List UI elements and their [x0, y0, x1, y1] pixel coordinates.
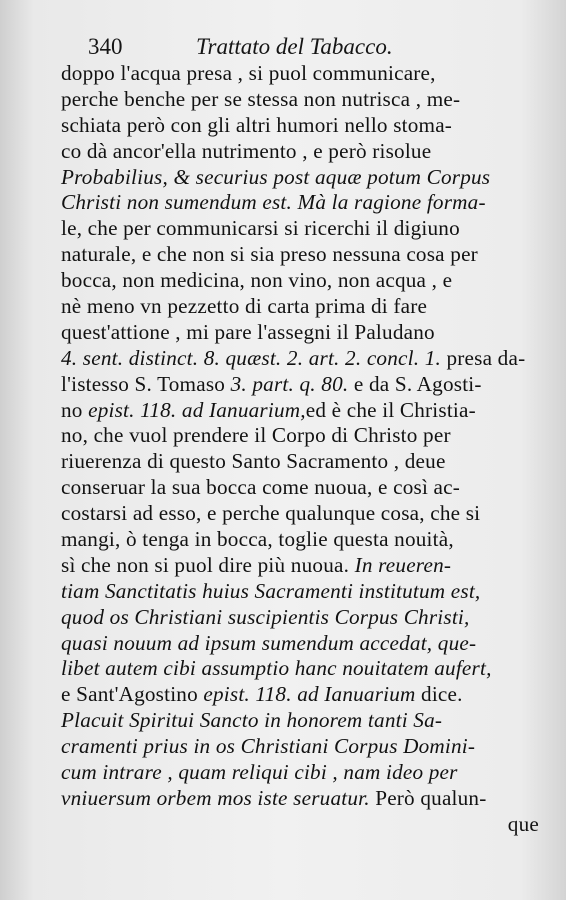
latin-quote-fragment: Christi non sumendum est. Mà la ragione forma- [61, 190, 486, 215]
citation-line [61, 398, 547, 424]
text-line: doppo l'acqua presa , si puol communicare, [61, 61, 436, 85]
text-fragment: presa da- [446, 345, 526, 370]
latin-quote-line: cramenti prius in os Christiani Corpus Domini- [61, 734, 476, 759]
text-line: bocca, non medicina, non vino, non acqua , e [61, 268, 453, 293]
latin-quote-fragment: vniuersum orbem mos iste seruatur. [61, 785, 370, 810]
text-fragment: ed è che il Christia- [305, 397, 476, 422]
text-line: conseruar la sua bocca come nuoua, e così ac- [61, 475, 461, 500]
citation: 3. part. q. 80. [230, 371, 349, 396]
text-fragment: l'istesso S. Tomaso [61, 371, 226, 396]
page-number: 340 [88, 34, 123, 59]
text-line: le, che per communicarsi si ricerchi il digiuno [61, 216, 460, 241]
body-text [61, 61, 547, 838]
latin-quote-fragment: In reueren- [354, 552, 452, 577]
citation: 4. sent. distinct. 8. quæst. 2. art. 2. concl. 1. [61, 345, 441, 370]
citation-line [61, 372, 547, 398]
text-line: nè meno vn pezzetto di carta prima di fare [61, 294, 428, 319]
latin-quote-line: cum intrare , quam reliqui cibi , nam ideo per [61, 760, 458, 785]
text-line: perche benche per se stessa non nutrisca , me- [61, 86, 461, 111]
text-line: quest'attione , mi pare l'assegni il Paludano [61, 319, 435, 344]
text-line [61, 553, 547, 579]
text-fragment: dice. [421, 682, 463, 707]
latin-quote-line: quasi nouum ad ipsum sumendum accedat, que- [61, 630, 477, 655]
text-fragment: e Sant'Agostino [61, 682, 198, 707]
text-fragment: sì che non si puol dire più nuoua. [61, 552, 350, 577]
running-title: Trattato del Tabacco. [196, 34, 393, 59]
text-fragment: e da S. Agosti- [353, 371, 482, 396]
text-line: schiata però con gli altri humori nello stoma- [61, 112, 453, 137]
citation-line [61, 682, 547, 708]
text-line [61, 786, 547, 812]
text-fragment: no [61, 397, 83, 422]
text-line: naturale, e che non si sia preso nessuna cosa per [61, 242, 478, 267]
bleed-through-text [80, 832, 87, 850]
latin-quote-line: Probabilius, & securius post aquæ potum Corpus [61, 164, 491, 189]
latin-quote-line: quod os Christiani suscipientis Corpus Christi, [61, 604, 470, 629]
citation-line [61, 346, 547, 372]
citation: epist. 118. ad Ianuarium, [88, 397, 306, 422]
running-head [88, 33, 536, 61]
text-line: costarsi ad esso, e perche qualunque cosa, che si [61, 501, 481, 526]
text-fragment: Però qualun- [375, 785, 487, 810]
latin-quote-line: tiam Sanctitatis huius Sacramenti institutum est, [61, 578, 481, 603]
catchword: que [507, 811, 539, 836]
text-line: mangi, ò tenga in bocca, toglie questa nouità, [61, 527, 454, 552]
text-line [61, 190, 547, 216]
latin-quote-line: libet autem cibi assumptio hanc nouitatem aufert, [61, 656, 492, 681]
text-line: riuerenza di questo Santo Sacramento , deue [61, 449, 446, 474]
citation: epist. 118. ad Ianuarium [203, 682, 416, 707]
text-line: co dà ancor'ella nutrimento , e però risolue [61, 138, 432, 163]
latin-quote-line: Placuit Spiritui Sancto in honorem tanti Sa- [61, 708, 443, 733]
text-line: no, che vuol prendere il Corpo di Christo per [61, 423, 451, 448]
